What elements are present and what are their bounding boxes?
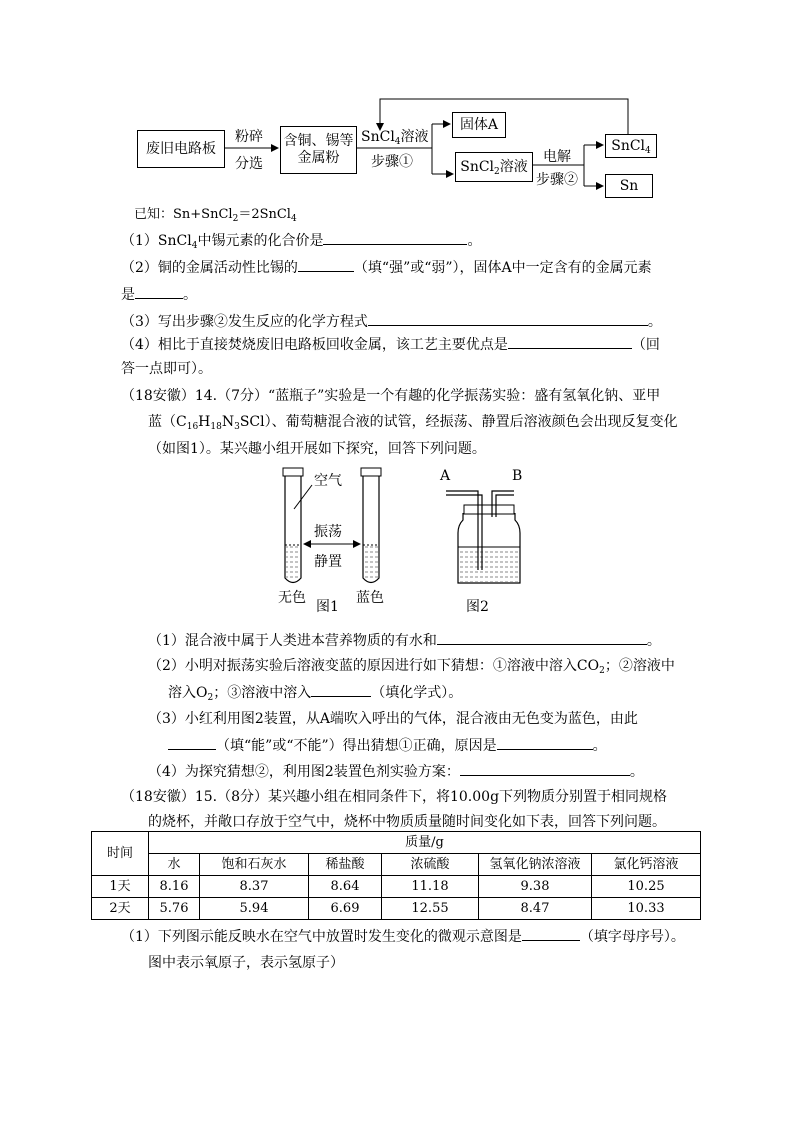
row-time: 2天 — [92, 898, 149, 920]
cell: 8.64 — [309, 876, 382, 898]
arrow2-label-bottom: 步骤① — [371, 154, 413, 170]
column-header: 饱和石灰水 — [200, 854, 309, 876]
column-header: 稀盐酸 — [309, 854, 382, 876]
q14-part2-line2: 溶入$O_2$；③溶液中溶入 （填化学式）。 — [168, 682, 462, 703]
q15-part1-line1: （1）下列图示能反映水在空气中放置时发生变化的微观示意图是 （填字母序号）。 — [121, 926, 685, 947]
answer-blank[interactable] — [168, 735, 216, 750]
arrow2-label-top: SnCl$_4$溶液 — [361, 129, 429, 147]
cell: 5.76 — [149, 898, 200, 920]
table-row — [92, 876, 701, 898]
bottle-liquid — [459, 547, 519, 582]
cell: 8.37 — [200, 876, 309, 898]
q15-part1-line2: 图中表示氧原子，表示氢原子） — [148, 955, 344, 971]
q15-intro-line1: （18安徽）15.（8分）某兴趣小组在相同条件下，将10.00g下列物质分别置于相同规格 — [121, 789, 668, 805]
fig1-caption: 图1 — [316, 599, 339, 615]
column-header: 浓硫酸 — [382, 854, 479, 876]
q14-intro-line2: 蓝$(C_{16}H_{18}N_3SCl)$、葡萄糖混合液的试管，经振荡、静置后溶液颜色会出现反复变化 — [148, 414, 678, 432]
cell: 10.33 — [592, 898, 701, 920]
tube-left-stopper — [283, 468, 303, 476]
tube-right-stopper — [361, 468, 381, 476]
header-time: 时间 — [92, 832, 149, 876]
box-sncl2-solution: SnCl$_2$溶液 — [455, 152, 533, 182]
q14-part1: （1）混合液中属于人类进本营养物质的有水和 。 — [148, 630, 661, 651]
q13-part2-line1: （2）铜的金属活动性比锡的 （填“强”或“弱”），固体A中一定含有的金属元素 — [121, 257, 652, 278]
q13-part3: （3）写出步骤②发生反应的化学方程式 。 — [121, 311, 662, 332]
column-header: 氯化钙溶液 — [592, 854, 701, 876]
cell: 9.38 — [479, 876, 592, 898]
fig2-label-a: A — [440, 468, 451, 484]
q13-part4-line1: （4）相比于直接焚烧废旧电路板回收金属，该工艺主要优点是 （回 — [121, 334, 660, 355]
q13-part1: （1）SnCl$_4$中锡元素的化合价是 。 — [121, 230, 481, 251]
tube-left-liquid — [286, 545, 300, 581]
answer-blank[interactable] — [437, 630, 647, 645]
column-header: 水 — [149, 854, 200, 876]
arrow3-label-top: 电解 — [543, 149, 571, 165]
answer-blank[interactable] — [508, 334, 632, 349]
table-row — [92, 898, 701, 920]
arrow1-label-bottom: 分选 — [235, 156, 263, 172]
answer-blank[interactable] — [311, 682, 371, 697]
q13-part2-line2: 是 。 — [121, 284, 197, 305]
box-waste-circuit-board: 废旧电路板 — [137, 130, 225, 168]
cell: 5.94 — [200, 898, 309, 920]
q14-intro-line3: （如图1）。某兴趣小组开展如下探究，回答下列问题。 — [148, 441, 486, 457]
fig1-shake-label: 振荡 — [314, 524, 342, 540]
q14-part3-line1: （3）小红利用图2装置，从A端吹入呼出的气体，混合液由无色变为蓝色，由此 — [148, 711, 638, 727]
arrow3-label-bottom: 步骤② — [536, 172, 578, 188]
box-sn: Sn — [605, 174, 653, 198]
mass-table — [91, 831, 701, 920]
figure1-test-tubes — [0, 465, 794, 605]
answer-blank[interactable] — [522, 926, 580, 941]
arrow1-label-top: 粉碎 — [235, 129, 263, 145]
answer-blank[interactable] — [298, 257, 354, 272]
q14-part3-line2: （填“能”或“不能”）得出猜想①正确，原因是 。 — [168, 735, 607, 756]
cell: 11.18 — [382, 876, 479, 898]
tube-right-liquid — [364, 545, 378, 581]
box-sncl4: SnCl$_4$ — [605, 134, 657, 158]
fig2-label-b: B — [512, 468, 523, 484]
cell: 8.16 — [149, 876, 200, 898]
box-metal-powder: 含铜、锡等 金属粉 — [280, 126, 357, 174]
answer-blank[interactable] — [135, 284, 183, 299]
fig1-stand-label: 静置 — [314, 554, 342, 570]
cell: 12.55 — [382, 898, 479, 920]
air-pointer — [294, 485, 312, 509]
cell: 8.47 — [479, 898, 592, 920]
bottle-stopper — [464, 505, 514, 514]
fig1-air-label: 空气 — [314, 473, 342, 489]
box-solid-a: 固体A — [452, 112, 506, 138]
column-header: 氢氧化钠浓溶液 — [479, 854, 592, 876]
fig1-blue-label: 蓝色 — [356, 590, 384, 606]
q14-part4: （4）为探究猜想②，利用图2装置色剂实验方案： 。 — [148, 761, 644, 782]
fig1-colorless-label: 无色 — [278, 590, 306, 606]
row-time: 1天 — [92, 876, 149, 898]
answer-blank[interactable] — [460, 761, 630, 776]
q14-intro-line1: （18安徽）14.（7分）“蓝瓶子”实验是一个有趣的化学振荡实验：盛有氢氧化钠、亚甲 — [121, 388, 661, 404]
header-mass: 质量/g — [149, 832, 701, 854]
known-equation: 已知：Sn+SnCl$_2$＝2SnCl$_4$ — [134, 207, 297, 224]
answer-blank[interactable] — [497, 735, 593, 750]
answer-blank[interactable] — [323, 230, 467, 245]
q13-part4-line2: 答一点即可）。 — [121, 361, 212, 377]
answer-blank[interactable] — [368, 311, 648, 326]
q15-intro-line2: 的烧杯，并敞口存放于空气中，烧杯中物质质量随时间变化如下表，回答下列问题。 — [148, 814, 666, 830]
flowchart-lines — [0, 0, 794, 220]
fig2-caption: 图2 — [466, 599, 489, 615]
cell: 6.69 — [309, 898, 382, 920]
q14-part2-line1: （2）小明对振荡实验后溶液变蓝的原因进行如下猜想：①溶液中溶入$CO_2$；②溶液中 — [148, 658, 675, 676]
cell: 10.25 — [592, 876, 701, 898]
